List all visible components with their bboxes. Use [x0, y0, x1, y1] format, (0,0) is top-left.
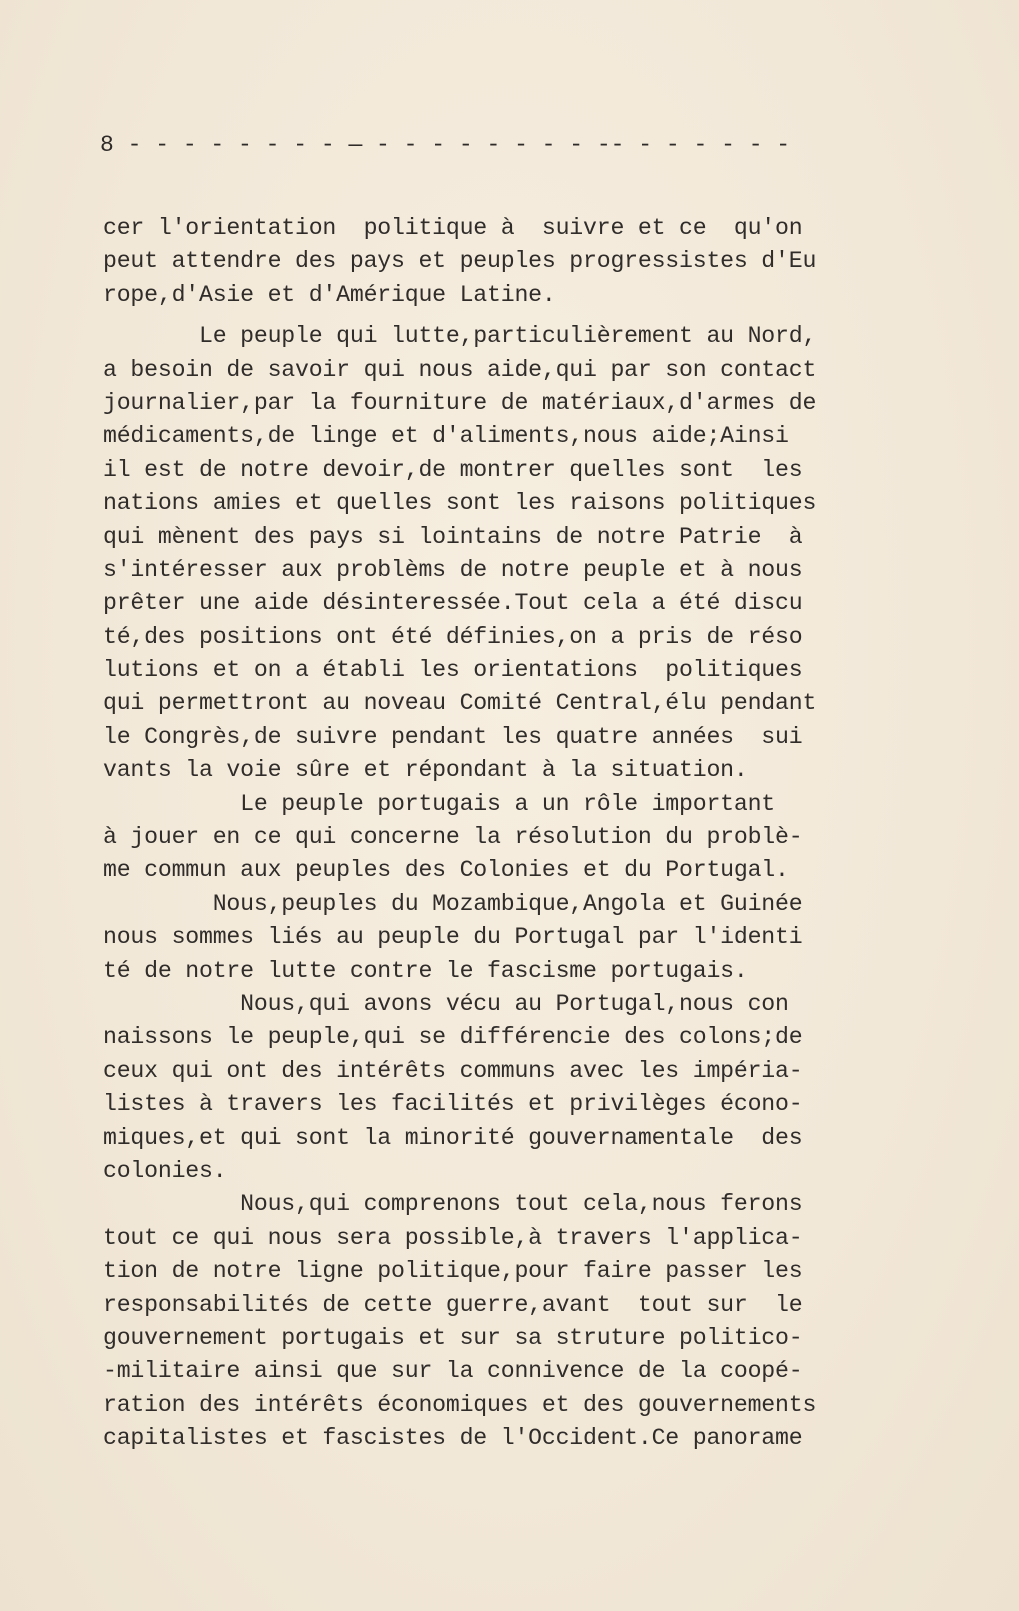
- text-line: qui mènent des pays si lointains de notre Patrie à: [103, 523, 803, 550]
- text-line: vants la voie sûre et répondant à la situation.: [103, 757, 748, 784]
- text-line: qui permettront au noveau Comité Central,élu pendant: [103, 690, 817, 717]
- text-line: ration des intérêts économiques et des gouvernements: [103, 1391, 817, 1418]
- text-line: peut attendre des pays et peuples progressistes d'Eu: [103, 248, 817, 275]
- text-line: té de notre lutte contre le fascisme portugais.: [103, 957, 748, 984]
- text-line: tion de notre ligne politique,pour faire passer les: [103, 1258, 803, 1285]
- text-line: responsabilités de cette guerre,avant tout sur le: [103, 1291, 803, 1318]
- text-line: gouvernement portugais et sur sa struture politico-: [103, 1324, 803, 1351]
- text-line: té,des positions ont été définies,on a pris de réso: [103, 623, 803, 650]
- text-line: s'intéresser aux problèms de notre peuple et à nous: [103, 556, 803, 583]
- text-line: Le peuple portugais a un rôle important: [103, 790, 776, 817]
- text-line: capitalistes et fascistes de l'Occident.Ce panorame: [103, 1425, 803, 1452]
- text-line: -militaire ainsi que sur la connivence de la coopé-: [103, 1358, 803, 1385]
- text-line: Nous,qui comprenons tout cela,nous ferons: [103, 1191, 803, 1218]
- text-line: il est de notre devoir,de montrer quelles sont les: [103, 456, 803, 483]
- text-line: Nous,peuples du Mozambique,Angola et Guinée: [103, 890, 803, 917]
- text-line: miques,et qui sont la minorité gouvernamentale des: [103, 1124, 803, 1151]
- text-line: a besoin de savoir qui nous aide,qui par son contact: [103, 356, 817, 383]
- page-header: 8 - - - - - - - - — - - - - - - - - -- - - - - - -: [100, 132, 791, 158]
- text-line: Le peuple qui lutte,particulièrement au Nord,: [103, 323, 817, 350]
- text-line: rope,d'Asie et d'Amérique Latine.: [103, 281, 556, 308]
- text-line: cer l'orientation politique à suivre et ce qu'on: [103, 215, 803, 241]
- text-line: colonies.: [103, 1157, 227, 1184]
- text-line: ceux qui ont des intérêts communs avec les impéria-: [103, 1057, 803, 1084]
- text-line: lutions et on a établi les orientations politiques: [103, 657, 803, 684]
- text-line: à jouer en ce qui concerne la résolution du problè-: [103, 824, 803, 851]
- text-line: naissons le peuple,qui se différencie des colons;de: [103, 1024, 803, 1051]
- text-line: le Congrès,de suivre pendant les quatre années sui: [103, 723, 803, 750]
- text-line: journalier,par la fourniture de matériaux,d'armes de: [103, 389, 817, 416]
- text-line: tout ce qui nous sera possible,à travers l'applica-: [103, 1224, 803, 1251]
- text-line: médicaments,de linge et d'aliments,nous aide;Ainsi: [103, 423, 789, 450]
- text-line: listes à travers les facilités et privilèges écono-: [103, 1091, 803, 1118]
- text-line: nations amies et quelles sont les raisons politiques: [103, 490, 817, 517]
- body-text: [103, 212, 933, 1455]
- text-line: prêter une aide désinteressée.Tout cela a été discu: [103, 590, 803, 617]
- text-line: Nous,qui avons vécu au Portugal,nous con: [103, 990, 789, 1017]
- text-line: nous sommes liés au peuple du Portugal par l'identi: [103, 924, 803, 951]
- text-line: me commun aux peuples des Colonies et du Portugal.: [103, 857, 789, 884]
- paragraph-gap: [103, 312, 933, 320]
